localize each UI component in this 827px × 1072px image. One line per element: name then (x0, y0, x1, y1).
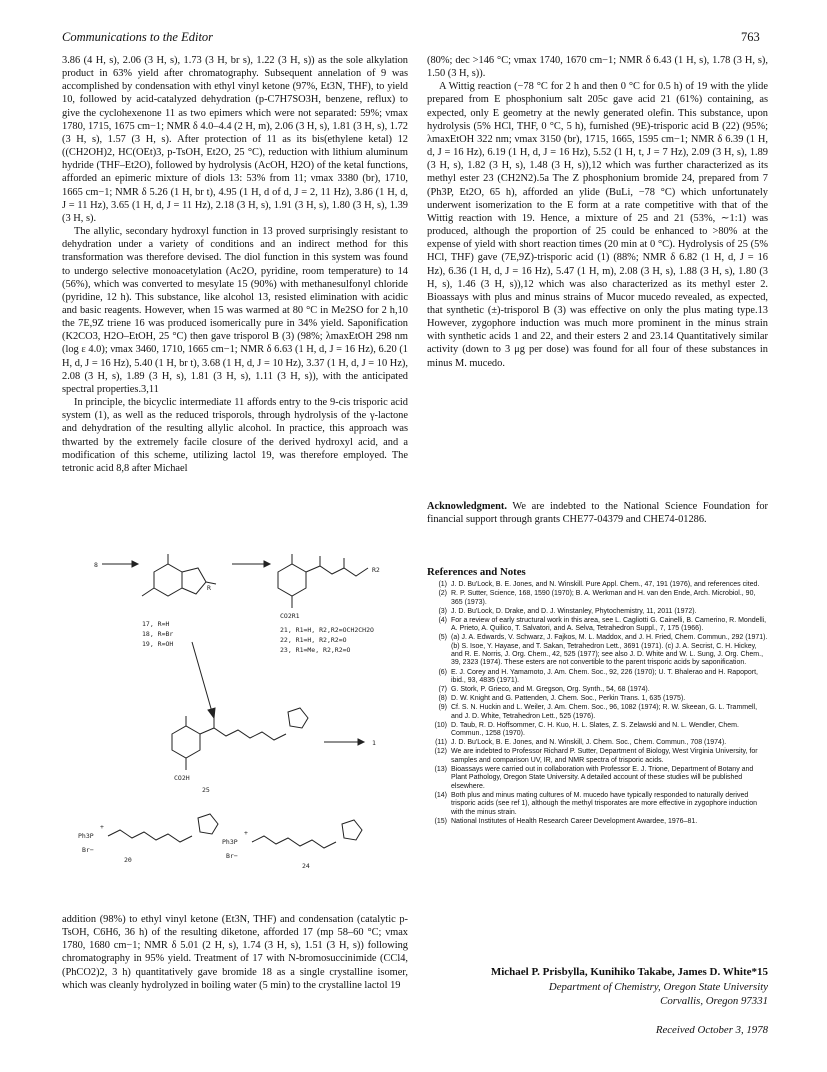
acknowledgment-text: We are indebted to the National Science Foundation for financial support through grants CHE77-04379 and CHE74-01286. (427, 501, 768, 526)
paragraph: The allylic, secondary hydroxyl function in 13 proved surprisingly resistant to dehydration under a variety of conditions and an indirect method for this transformation was therefore devised. The diol function in this system was found to undergo selective monoacetylation (Ac2O, pyridine, room temperature) to 14 (56%), which was converted to mesylate 15 (90%) with methanesulfonyl chloride (pyridine, 12 h). This substance, like alcohol 13, resisted elimination with acidic and basic reagents. However, when 15 was warmed at 80 °C in Me2SO for 2 h,10 the 7E,9Z triene 16 was produced isomerically pure in 34% yield. Saponification (K2CO3, H2O–EtOH, 25 °C) then gave trisporol B (3) (98%; λmaxEtOH 298 nm (log ε 4.0); νmax 3460, 1710, 1665 cm−1; NMR δ 6.63 (1 H, d, J = 16 Hz), 6.20 (1 H, d, J = 16 Hz), 5.40 (1 H, br t), 3.68 (1 H, d, J = 10 Hz), 3.37 (1 H, d, J = 10 Hz), 2.08 (3 H, s), 1.89 (3 H, s), 1.81 (3 H, s), 1.11 (3 H, s)), with the anticipated spectral properties.3,11 (62, 226, 408, 395)
author-department: Department of Chemistry, Oregon State University (548, 981, 768, 993)
reference-number: (13) (434, 765, 447, 773)
dioxolane-ring (288, 708, 308, 728)
reference-number: (7) (438, 686, 447, 693)
right-column-text (427, 54, 768, 370)
reference-text: Cf. S. N. Huckin and L. Weiler, J. Am. Chem. Soc., 96, 1082 (1974); R. W. Skeean, G. L. Trammell, and J. D. White, Tetrahedron Lett., 525 (1976). (451, 704, 758, 720)
reference-number: (4) (438, 616, 447, 624)
paragraph: A Wittig reaction (−78 °C for 2 h and then 0 °C for 0.5 h) of 19 with the ylide prepared from E phosphonium salt 205c gave acid 21 (61%) containing, as expected, only E geometry at the newly generated olefin. This substance, upon hydrolysis (5% HCl, THF, 0 °C, 5 h), furnished (9E)-trisporic acid B (22) (95%; λmaxEtOH 322 nm; νmax 3150 (br), 1715, 1665, 1595 cm−1; NMR δ 6.39 (1 H, d, J = 16 Hz), 6.19 (1 H, d, J = 16 Hz), 5.52 (1 H, t, J = 7 Hz), 2.09 (3 H, s), 1.89 (3 H, s), 1.82 (3 H, s), 1.48 (3 H, s)),12 which was further characterized as its methyl ester 23 (CH2N2).5a The Z phosphonium bromide 24, prepared from 7 (Ph3P, Et2O, 65 h), afforded an ylide (BuLi, −78 °C) which unfortunately underwent isomerization to the E form at a rate competitive with that of the Wittig reaction with 19. Hence, a mixture of 25 and 21 (53%, ∼1:1) was produced, although the proportion of 25 could be enhanced to >80% at the expense of yield with short reaction times (20 min at 0 °C). Hydrolysis of 25 (5% HCl, THF) gave (7E,9Z)-trisporic acid (1) (88%; NMR δ 6.82 (1 H, d, J = 16 Hz), 6.36 (1 H, d, J = 16 Hz), 5.47 (1 H, m), 2.08 (3 H, s), 1.88 (3 H, s), 1.80 (3 H, s), 1.46 (3 H, s)),12 which was also characterized as its methyl ester 2. Bioassays with plus and minus strains of Mucor mucedo revealed, as expected, that synthetic (±)-trisporol B (3) was effective on only the plus mating type.13 However, zygophore induction was much more prominent in the minus strain with synthetic acids 1 and 22, and their esters 2 and 23.14 Quantitatively similar activity (down to 3 μg per dose) was found for all four of these substances in minus M. mucedo. (427, 81, 768, 369)
reference-text: (a) J. A. Edwards, V. Schwarz, J. Fajkos, M. L. Maddox, and J. H. Fried, Chem. Commun., 292 (1971). (b) S. Isoe, Y. Hayase, and T. Sakan, Tetrahedron Lett., 3691 (1971). (c) J. A. Secrist, C. H. Hickey, and R. E. Norris, J. Org. Chem., 42, 525 (1977); see also J. D. White and W. L. Sung, J. Org. Chem., 39, 2323 (1974). These esters are not convertible to the parent trisporic acids by saponification. (451, 634, 768, 667)
reference-number: (5) (438, 634, 447, 642)
reference-item (427, 766, 768, 791)
reference-item (427, 608, 768, 616)
reference-item (427, 792, 768, 817)
journal-section-title: Communications to the Editor (62, 30, 214, 44)
paragraph: 3.86 (4 H, s), 2.06 (3 H, s), 1.73 (3 H, br s), 1.22 (3 H, s)) as the sole alkylation product in 63% yield after chromatography. Subsequent annelation of 9 was accomplished by condensation with ethyl vinyl ketone (97%, Et3N, THF), to yield 10, followed by acid-catalyzed dehydration (p-C7H7SO3H, benzene, reflux) to give the cyclohexenone 11 as two epimers which were not separated: 59%; νmax 1780, 1715, 1675 cm−1; NMR δ 4.0–4.4 (2 H, m), 2.06 (3 H, s), 1.81 (3 H, s), 1.72 (3 H, s), 1.57 (3 H, s). After protection of 11 as its bis(ethylene ketal) 12 ((CH2OH)2, HC(OEt)3, p-TsOH, Et2O, 25 °C), reduction with lithium aluminum hydride (THF–Et2O), followed by hydrolysis (AcOH, H2O) of the ketal functions, afforded an epimeric mixture of diols 13: 53% from 11; νmax 3380 (br), 1710, 1665 cm−1; NMR δ 5.26 (1 H, br t), 4.95 (1 H, d of d, J = 2, 11 Hz), 3.86 (1 H, d, J = 11 Hz), 3.65 (1 H, d, J = 11 Hz), 2.18 (3 H, s), 1.91 (3 H, s), 1.80 (3 H, s), 1.39 (3 H, s). (62, 55, 408, 224)
compound-label: 8 (94, 561, 98, 569)
reference-number: (2) (438, 590, 447, 598)
reference-text: Both plus and minus mating cultures of M. mucedo have typically responded to naturally derived trisporic acids (see ref 1), although the methyl trisporates are more effective in zygophore induction with the minus strain. (451, 791, 758, 816)
reference-item (427, 686, 768, 694)
substituent-label: Br− (82, 846, 94, 854)
reference-item (427, 695, 768, 703)
reference-number: (9) (438, 704, 447, 712)
substituent-label: CO2R1 (280, 612, 300, 620)
dioxolane-ring (342, 820, 362, 840)
reference-number: (6) (438, 668, 447, 676)
received-date: Received October 3, 1978 (655, 1024, 768, 1036)
synthesis-scheme-figure (62, 552, 408, 907)
polyene-chain (200, 728, 286, 740)
compound-label: 21, R1=H, R2,R2=OCH2CH2O (280, 626, 374, 634)
reference-text: J. D. Bu'Lock, B. E. Jones, and N. Winskill, J. Chem. Soc., Chem. Commun., 708 (1974). (451, 739, 727, 747)
cyclohexenone-ring (172, 726, 200, 758)
reference-number: (8) (438, 695, 447, 703)
reference-item (427, 634, 768, 668)
reference-number: (15) (434, 817, 447, 825)
reference-item (427, 581, 768, 589)
references-heading: References and Notes (427, 566, 526, 578)
reference-item (427, 748, 768, 765)
acknowledgment-label: Acknowledgment. (427, 501, 507, 512)
compound-label: 18, R=Br (142, 630, 174, 638)
reference-text: E. J. Corey and H. Yamamoto, J. Am. Chem. Soc., 92, 226 (1970); U. T. Bhalerao and H. Rapoport, ibid., 93, 4835 (1971). (451, 668, 758, 684)
dioxolane-ring (198, 814, 218, 834)
charge-label: + (244, 829, 248, 837)
acknowledgment (427, 500, 768, 526)
compound-label: 24 (302, 862, 310, 870)
compound-label: 20 (124, 856, 132, 864)
cyclohexenone-ring (154, 564, 182, 596)
reference-item (427, 722, 768, 739)
reference-number: (10) (434, 721, 447, 729)
reference-text: We are indebted to Professor Richard P. Sutter, Department of Biology, West Virginia University, for samples and comparison UV, IR, and NMR spectra of trisporic acids. (451, 748, 758, 764)
author-names: Michael P. Prisbylla, Kunihiko Takabe, James D. White*15 (490, 966, 768, 978)
reference-number: (11) (435, 739, 447, 747)
reference-text: D. Taub, R. D. Hoffsommer, C. H. Kuo, H. L. Slates, Z. S. Zelawski and N. L. Wendler, Chem. Commun., 1258 (1970). (451, 721, 739, 738)
phosphonium-chain (252, 836, 336, 848)
substituent-label: CO2H (174, 774, 190, 782)
reference-text: D. W. Knight and G. Pattenden, J. Chem. Soc., Perkin Trans. 1, 635 (1975). (451, 695, 686, 703)
reference-item (427, 818, 768, 826)
paragraph: (80%; dec >146 °C; νmax 1740, 1670 cm−1; NMR δ 6.43 (1 H, s), 1.78 (3 H, s), 1.50 (3 H, s)). (427, 55, 768, 80)
compound-label: 22, R1=H, R2,R2=O (280, 636, 347, 644)
reference-text: For a review of early structural work in this area, see L. Cagliotti G. Cainelli, B. Camerino, R. Mondelli, A. Prieto, A. Quilico, T. Salvatori, and A. Selva, Tetrahedron Suppl., 7, 175 (1966). (451, 616, 767, 633)
reference-text: G. Stork, P. Grieco, and M. Gregson, Org. Synth., 54, 68 (1974). (451, 686, 650, 693)
polyene-chain (306, 566, 368, 576)
author-address: Corvallis, Oregon 97331 (660, 995, 768, 1007)
reference-item (427, 739, 768, 747)
left-column-continuation (62, 913, 408, 992)
reference-text: National Institutes of Health Research Career Development Awardee, 1976–81. (451, 817, 698, 825)
paragraph: addition (98%) to ethyl vinyl ketone (Et3N, THF) and condensation (catalytic p-TsOH, C6H6, 36 h) of the resulting diketone, afforded 17 (mp 58–60 °C; νmax 1780, 1680 cm−1; NMR δ 5.01 (2 H, s), 1.74 (3 H, s), 1.51 (3 H, s)) following chromatography in 95% yield. Treatment of 17 with N-bromosuccinimide (CCl4, (PhCO2)2, 3 h) quantitatively gave bromide 18 as a single crystalline isomer, which was cleanly hydrolyzed in boiling water (5 min) to the crystalline lactol 19 (62, 914, 408, 991)
reference-text: Bioassays were carried out in collaboration with Professor E. J. Trione, Department of Botany and Plant Pathology, Oregon State University. A detailed account of these studies will be published elsewhere. (451, 765, 754, 790)
reference-number: (1) (438, 581, 447, 588)
compound-label: 19, R=OH (142, 640, 174, 648)
cyclohexenone-ring (278, 564, 306, 596)
reaction-arrow (192, 642, 212, 712)
references-list (427, 581, 768, 827)
reference-item (427, 669, 768, 686)
left-column-text (62, 54, 408, 475)
compound-label: 17, R=H (142, 620, 170, 628)
paragraph: In principle, the bicyclic intermediate 11 affords entry to the 9-cis trisporic acid system (1), as well as the reduced trisporols, through hydrolysis of the γ-lactone and dehydration of the resulting allylic alcohol. In practice, this approach was thwarted by the extremely facile closure of the derived hydroxyl acid, and a modification of this scheme, utilizing lactol 19, was therefore employed. The tetronic acid 8,8 after Michael (62, 397, 408, 474)
reference-item (427, 617, 768, 634)
substituent-label: Ph3P (78, 832, 94, 840)
phosphonium-chain (108, 830, 192, 842)
reference-number: (3) (438, 607, 447, 615)
reference-text: R. P. Sutter, Science, 168, 1590 (1970); B. A. Werkman and H. van den Ende, Arch. Microbiol., 90, 365 (1973). (451, 590, 756, 606)
compound-label: 25 (202, 786, 210, 794)
substituent-label: Br− (226, 852, 238, 860)
substituent-label: R (207, 584, 211, 592)
reference-item (427, 590, 768, 607)
compound-label: 1 (372, 739, 376, 747)
reference-text: J. D. Bu'Lock, B. E. Jones, and N. Winskill. Pure Appl. Chem., 47, 191 (1976), and references cited. (451, 581, 760, 588)
charge-label: + (100, 823, 104, 831)
reference-number: (12) (434, 748, 447, 756)
substituent-label: Ph3P (222, 838, 238, 846)
reference-number: (14) (434, 791, 447, 799)
reaction-arrow-head (132, 561, 138, 567)
reference-item (427, 704, 768, 721)
lactone-ring (182, 568, 206, 594)
page-number: 763 (741, 30, 760, 44)
substituent-label: R2 (372, 566, 380, 574)
compound-label: 23, R1=Me, R2,R2=O (280, 646, 351, 654)
reference-text: J. D. Bu'Lock, D. Drake, and D. J. Winstanley, Phytochemistry, 11, 2011 (1972). (451, 607, 697, 615)
